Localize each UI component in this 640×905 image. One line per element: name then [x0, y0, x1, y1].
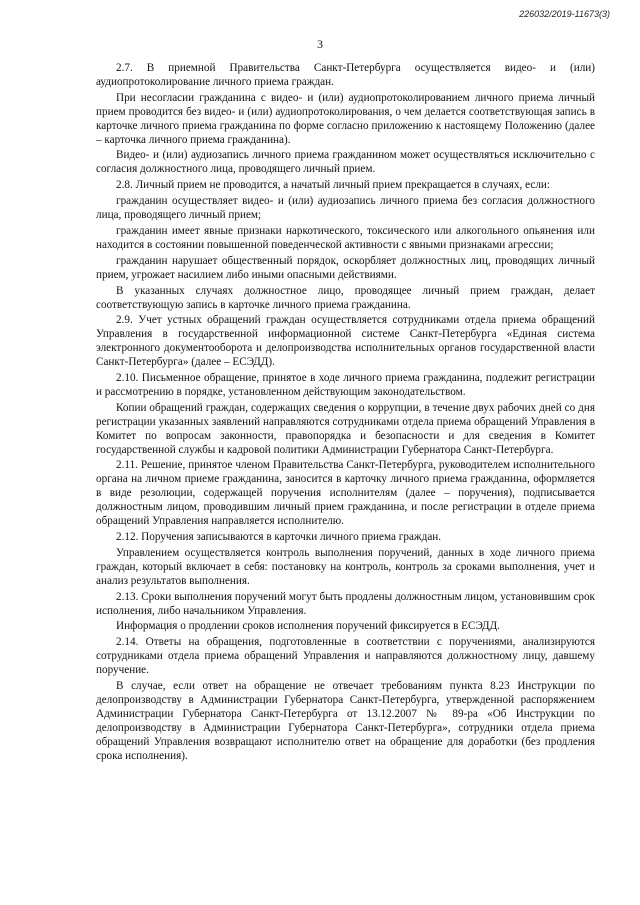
page-number: 3 [317, 37, 323, 51]
paragraph-extension-info: Информация о продлении сроков исполнения поручений фиксируется в ЕСЭДД. [116, 620, 500, 633]
paragraph-2-7: 2.7. В приемной Правительства Санкт-Петербурга осуществляется видео- и (или) аудиопротоколирование личного приема граждан. [96, 62, 595, 88]
paragraph-rework: В случае, если ответ на обращение не отвечает требованиям пункта 8.23 Инструкции по делопроизводству в Администрации Губернатора Санкт-Петербурга, утвержденной распоряжением Администрации Губернатора Санкт-Петербурга от 13.12.2007 № 89-ра «Об Инструкции по делопроизводству в Администрации Губернатора Санкт-Петербурга», сотрудники отдела приема обращений Управления возвращают исполнителю ответ на обращение для доработки (без продления срока исполнения). [96, 680, 595, 762]
paragraph-2-10: 2.10. Письменное обращение, принятое в ходе личного приема гражданина, подлежит регистрации и рассмотрению в порядке, установленном действующим законодательством. [96, 372, 595, 398]
paragraph-corruption-copies: Копии обращений граждан, содержащих сведения о коррупции, в течение двух рабочих дней со дня регистрации указанных заявлений направляются сотрудниками отдела приема обращений Управления в Комитет по вопросам законности, правопорядка и безопасности и для сведения в Комитет государственной службы и кадровой политики Администрации Губернатора Санкт-Петербурга. [96, 401, 595, 456]
paragraph-case-recording: гражданин осуществляет видео- и (или) аудиозапись личного приема без согласия должностного лица, проводящего личный прием; [96, 195, 595, 222]
paragraph-record-entry: В указанных случаях должностное лицо, проводящее личный прием граждан, делает соответствующую запись в карточке личного приема гражданина. [96, 284, 595, 311]
paragraph-2-9: 2.9. Учет устных обращений граждан осуществляется сотрудниками отдела приема обращений Управления в государственной информационной системе Санкт-Петербурга «Единая система электронного документооборота и делопроизводства исполнительных органов государственной власти Санкт-Петербурга» (далее – ЕСЭДД). [96, 314, 595, 369]
paragraph-case-intoxication: гражданин имеет явные признаки наркотического, токсического или алкогольного опьянения или находится в состоянии повышенной поведенческой активности с явными признаками агрессии; [96, 224, 595, 251]
paragraph-2-11: 2.11. Решение, принятое членом Правительства Санкт-Петербурга, руководителем исполнительного органа на личном приеме гражданина, заносится в карточку личного приема гражданина, оформляется в виде резолюции, содержащей поручения исполнителям (далее – поручения), подписывается должностным лицом, проводившим личный прием гражданина, и после регистрации в отделе приема обращений Управления направляется исполнителю. [96, 459, 595, 528]
document-body [96, 62, 595, 766]
paragraph-2-12: 2.12. Поручения записываются в карточки личного приема граждан. [116, 531, 442, 543]
paragraph-refusal-recording: При несогласии гражданина с видео- и (или) аудиопротоколированием личного приема личный прием проводится без видео- и (или) аудиопротоколирования, о чем делается соответствующая запись в карточке личного приема гражданина по форме согласно приложению к настоящему Положению (далее – карточка личного приема гражданина). [96, 91, 595, 146]
paragraph-2-14: 2.14. Ответы на обращения, подготовленные в соответствии с поручениями, анализируются сотрудниками отдела приема обращений Управления и направляются должностному лицу, давшему поручение. [96, 636, 595, 677]
paragraph-citizen-recording: Видео- и (или) аудиозапись личного приема гражданином может осуществляться исключительно с согласия должностного лица, проводящего личный прием. [96, 149, 595, 176]
paragraph-2-13: 2.13. Сроки выполнения поручений могут быть продлены должностным лицом, установившим срок исполнения, либо начальником Управления. [96, 590, 595, 617]
document-number: 226032/2019-11673(3) [519, 9, 610, 19]
paragraph-2-8: 2.8. Личный прием не проводится, а начатый личный прием прекращается в случаях, если: [116, 179, 550, 192]
paragraph-case-disorder: гражданин нарушает общественный порядок, оскорбляет должностных лиц, проводящих личный прием, угрожает насилием либо иными опасными действиями. [96, 254, 595, 281]
paragraph-control: Управлением осуществляется контроль выполнения поручений, данных в ходе личного приема граждан, который включает в себя: постановку на контроль, контроль за сроками выполнения, учет и анализ результатов выполнения. [96, 546, 595, 587]
